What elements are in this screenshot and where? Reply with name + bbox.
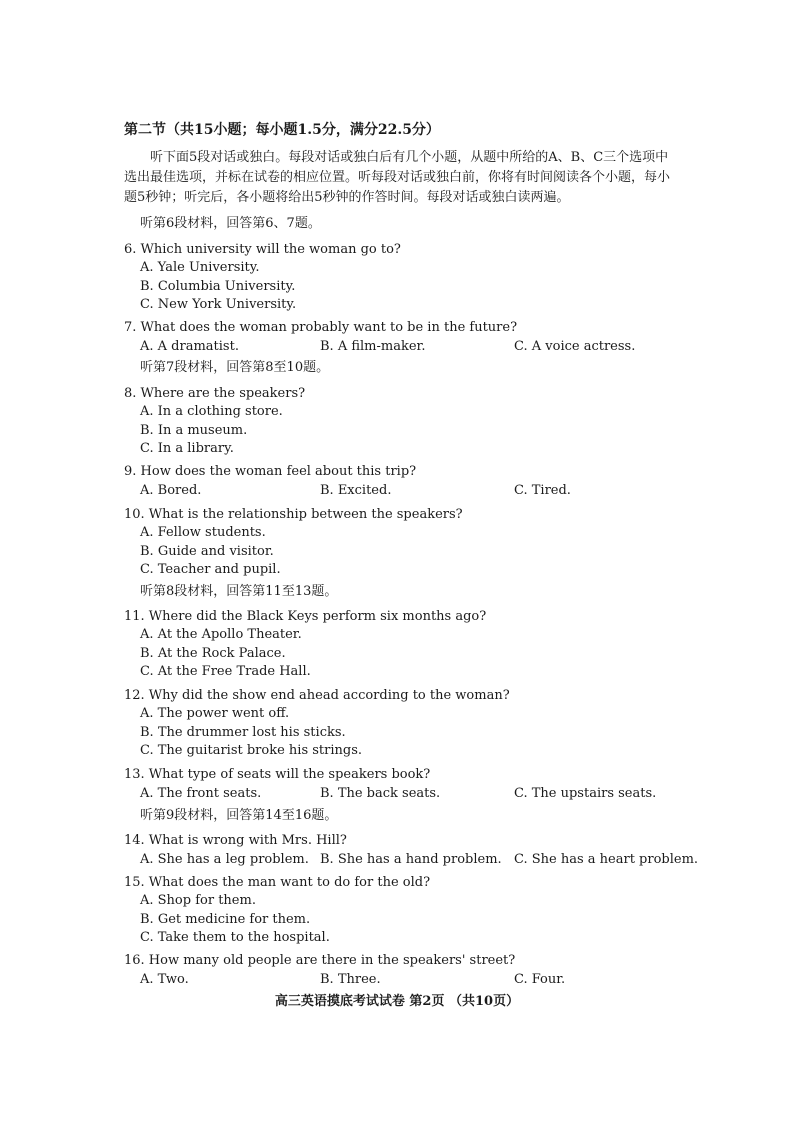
question-stem: 16. How many old people are there in the speakers' street?	[124, 953, 516, 968]
question-16	[124, 951, 794, 989]
question-stem: 14. What is wrong with Mrs. Hill?	[124, 833, 347, 848]
option-c: C. New York University.	[140, 297, 297, 312]
option-b: B. Three.	[320, 972, 381, 987]
option-b: B. Get medicine for them.	[140, 911, 311, 927]
question-9	[124, 462, 794, 500]
question-12	[124, 686, 794, 761]
option-c: C. Tired.	[514, 483, 571, 498]
page-footer: 高三英语摸底考试试卷 第2页 （共10页）	[274, 994, 520, 1009]
option-c: C. Take them to the hospital.	[140, 930, 330, 945]
option-b: B. Columbia University.	[140, 278, 296, 294]
option-b: B. Guide and visitor.	[140, 543, 274, 559]
question-7	[124, 318, 794, 356]
option-b: B. The drummer lost his sticks.	[140, 724, 346, 740]
option-b: B. The back seats.	[320, 786, 441, 801]
option-b: B. In a museum.	[140, 422, 248, 438]
material-heading-9: 听第9段材料，回答第14至16题。	[140, 808, 338, 823]
option-a: A. She has a leg problem.	[140, 852, 309, 867]
option-a: A. At the Apollo Theater.	[140, 627, 302, 642]
material-heading-8: 听第8段材料，回答第11至13题。	[140, 584, 338, 599]
option-a: A. The front seats.	[140, 786, 262, 801]
material-heading-7: 听第7段材料，回答第8至10题。	[140, 360, 330, 375]
question-stem: 12. Why did the show end ahead according to the woman?	[124, 688, 510, 703]
section-title: 第二节（共15小题；每小题1.5分，满分22.5分）	[124, 122, 440, 138]
option-b: B. She has a hand problem.	[320, 852, 502, 867]
question-15	[124, 873, 794, 948]
option-c: C. Teacher and pupil.	[140, 562, 281, 577]
question-14	[124, 831, 794, 869]
option-a: A. Two.	[140, 972, 189, 987]
option-a: A. Fellow students.	[140, 525, 266, 540]
option-a: A. In a clothing store.	[140, 404, 283, 419]
question-stem: 8. Where are the speakers?	[124, 386, 306, 401]
question-8	[124, 384, 794, 459]
question-stem: 11. Where did the Black Keys perform six months ago?	[124, 609, 487, 624]
question-6	[124, 240, 794, 315]
option-c: C. In a library.	[140, 441, 234, 456]
option-c: C. The upstairs seats.	[514, 786, 657, 801]
option-c: C. She has a heart problem.	[514, 852, 699, 867]
material-heading-6: 听第6段材料，回答第6、7题。	[140, 216, 321, 231]
question-13	[124, 765, 794, 803]
question-stem: 9. How does the woman feel about this trip?	[124, 464, 417, 479]
option-c: C. At the Free Trade Hall.	[140, 664, 311, 679]
option-a: A. Bored.	[140, 483, 202, 498]
option-b: B. Excited.	[320, 483, 392, 498]
question-stem: 6. Which university will the woman go to?	[124, 242, 401, 257]
option-a: A. Shop for them.	[140, 893, 256, 908]
option-b: B. At the Rock Palace.	[140, 645, 286, 661]
question-stem: 10. What is the relationship between the speakers?	[124, 507, 463, 522]
option-c: C. Four.	[514, 972, 566, 987]
option-a: A. A dramatist.	[140, 339, 239, 354]
option-c: C. The guitarist broke his strings.	[140, 743, 363, 758]
section-instructions: 听下面5段对话或独白。每段对话或独白后有几个小题，从题中所给的A、B、C三个选项中选出最佳选项，并标在试卷的相应位置。听每段对话或独白前，你将有时间阅读各个小题，每小题5秒钟；听完后，各小题将给出5秒钟的作答时间。每段对话或独白读两遍。	[124, 150, 671, 205]
question-11	[124, 607, 794, 682]
question-stem: 15. What does the man want to do for the old?	[124, 875, 431, 890]
question-stem: 13. What type of seats will the speakers book?	[124, 767, 431, 782]
option-a: A. The power went off.	[140, 706, 290, 721]
option-b: B. A film-maker.	[320, 339, 426, 354]
option-a: A. Yale University.	[140, 260, 260, 275]
question-stem: 7. What does the woman probably want to be in the future?	[124, 320, 518, 335]
option-c: C. A voice actress.	[514, 339, 636, 354]
question-10	[124, 505, 794, 580]
